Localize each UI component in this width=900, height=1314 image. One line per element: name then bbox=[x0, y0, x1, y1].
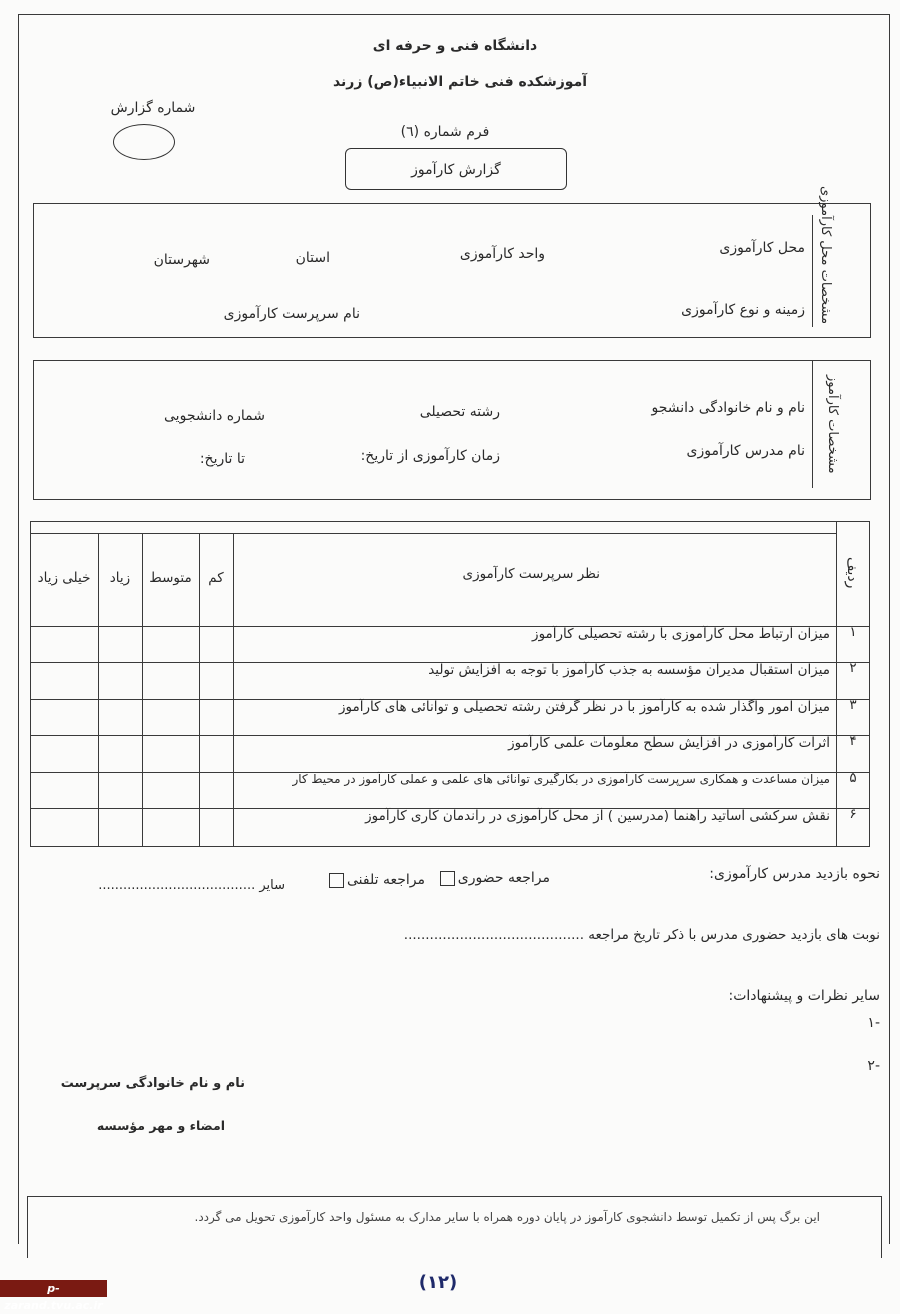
footer-note-box bbox=[27, 1196, 882, 1258]
table-col-line bbox=[233, 533, 234, 847]
comments-label: سایر نظرات و پیشنهادات: bbox=[728, 988, 880, 1004]
period-to-field: تا تاریخ: bbox=[199, 451, 245, 467]
field-type-field: زمینه و نوع کارآموزی bbox=[681, 302, 805, 318]
student-section-divider bbox=[812, 360, 813, 488]
watermark-badge bbox=[0, 1280, 107, 1312]
teacher-field: نام مدرس کارآموزی bbox=[686, 443, 805, 459]
visit-phone-option[interactable] bbox=[325, 872, 425, 888]
row-number-header: ردیف bbox=[844, 556, 860, 588]
supervisor-field: نام سرپرست کارآموزی bbox=[223, 306, 360, 322]
row-number: ١ bbox=[849, 624, 857, 640]
table-col-line bbox=[836, 521, 837, 847]
university-title: دانشگاه فنی و حرفه ای bbox=[372, 38, 538, 54]
row-text: نقش سرکشی اساتید راهنما (مدرسین ) از محل کارآموزی در راندمان کاری کارآموز bbox=[365, 808, 830, 824]
visit-in-person-option[interactable] bbox=[430, 870, 550, 886]
watermark-text: p-zarand.tvu.ac.ir bbox=[4, 1282, 103, 1312]
opinion-header: نظر سرپرست کارآموزی bbox=[462, 566, 600, 582]
footer-note: این برگ پس از تکمیل توسط دانشجوی کارآموز در پایان دوره همراه با سایر مدارک به مسئول واحد کارآموزی تحویل می گردد. bbox=[194, 1210, 820, 1224]
period-from-field: زمان کارآموزی از تاریخ: bbox=[360, 448, 500, 464]
scale-very-high-header: خیلی زیاد bbox=[37, 570, 91, 586]
comment-item-1: -١ bbox=[867, 1015, 880, 1031]
student-name-field: نام و نام خانوادگی دانشجو bbox=[651, 400, 805, 416]
form-number: فرم شماره (٦) bbox=[400, 124, 490, 140]
scale-medium-header: متوسط bbox=[149, 570, 192, 586]
supervisor-signature-name: نام و نام خانوادگی سرپرست bbox=[60, 1076, 245, 1091]
major-field: رشته تحصیلی bbox=[419, 404, 500, 420]
student-number-field: شماره دانشجویی bbox=[164, 408, 265, 424]
row-text: میزان ارتباط محل کارآموزی با رشته تحصیلی کارآموز bbox=[532, 626, 830, 642]
report-number-label: شماره گزارش bbox=[110, 100, 196, 116]
phone-label: مراجعه تلفنی bbox=[347, 872, 425, 888]
row-number: ٢ bbox=[849, 660, 857, 676]
phone-checkbox[interactable] bbox=[329, 873, 344, 888]
school-title: آموزشکده فنی خاتم الانبیاء(ص) زرند bbox=[332, 74, 588, 90]
report-number-oval bbox=[113, 124, 175, 160]
in-person-checkbox[interactable] bbox=[440, 871, 455, 886]
student-section-box bbox=[33, 360, 871, 500]
row-text: میزان امور واگذار شده به کارآموز با در نظر گرفتن رشته تحصیلی و توانائی های کارآموز bbox=[338, 699, 830, 715]
visit-other-field: سایر ...................................... bbox=[98, 878, 285, 893]
place-section-label: مشخصات محل کارآموزی bbox=[818, 185, 833, 324]
row-number: ۶ bbox=[849, 806, 857, 822]
comment-item-2: -٢ bbox=[867, 1058, 880, 1074]
row-text: میزان مساعدت و همکاری سرپرست کارآموزی در بکارگیری توانائی های علمی و عملی کارآموز در محیط کار bbox=[292, 772, 830, 786]
place-section-divider bbox=[812, 215, 813, 327]
row-number: ٣ bbox=[849, 697, 857, 713]
page-right-border bbox=[889, 14, 890, 1244]
page-left-border bbox=[18, 14, 19, 1244]
city-field: شهرستان bbox=[153, 252, 210, 268]
form-title: گزارش کارآموز bbox=[411, 162, 501, 178]
unit-field: واحد کارآموزی bbox=[459, 246, 545, 262]
province-field: استان bbox=[295, 250, 330, 266]
page-top-border bbox=[18, 14, 890, 15]
page-number: (١٢) bbox=[418, 1272, 458, 1293]
scale-high-header: زیاد bbox=[109, 570, 131, 586]
institution-stamp: امضاء و مهر مؤسسه bbox=[96, 1118, 225, 1133]
row-text: میزان استقبال مدیران مؤسسه به جذب کارآموز با توجه به افزایش تولید bbox=[428, 662, 830, 678]
row-number: ۴ bbox=[849, 733, 857, 749]
visit-label: نحوه بازدید مدرس کارآموزی: bbox=[709, 866, 880, 882]
visit-dates-field: نوبت های بازدید حضوری مدرس با ذکر تاریخ مراجعه .......................................... bbox=[403, 927, 880, 943]
scale-low-header: کم bbox=[208, 570, 224, 586]
in-person-label: مراجعه حضوری bbox=[457, 870, 550, 886]
row-text: اثرات کارآموزی در افزایش سطح معلومات علمی کارآموز bbox=[508, 735, 830, 751]
student-section-label: مشخصات کارآموز bbox=[825, 374, 840, 474]
place-field: محل کارآموزی bbox=[719, 240, 805, 256]
table-top-inner-line bbox=[30, 533, 836, 534]
row-number: ۵ bbox=[849, 770, 857, 786]
